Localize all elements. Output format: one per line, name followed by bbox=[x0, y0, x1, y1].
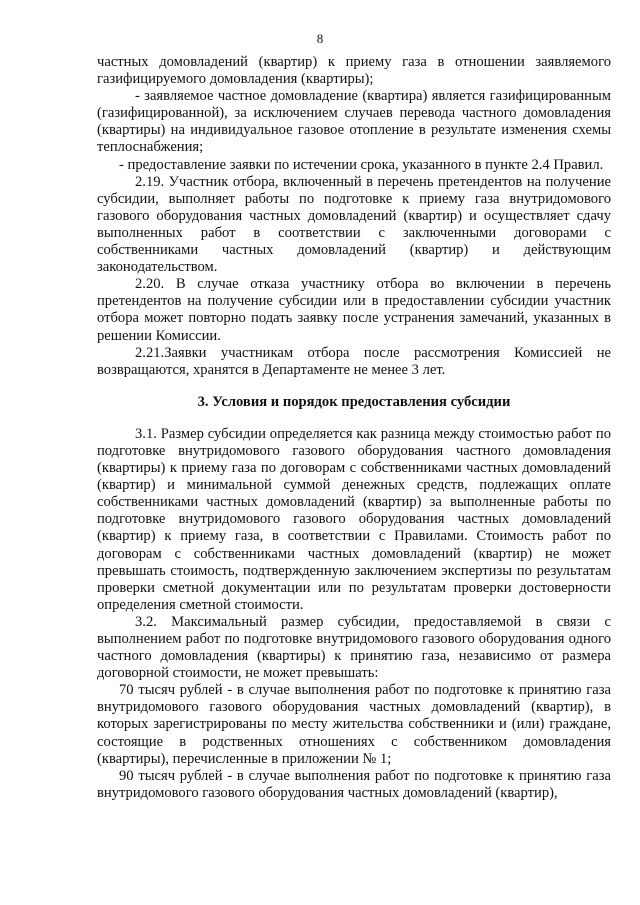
paragraph: 2.21.Заявки участникам отбора после рассмотрения Комиссией не возвращаются, хранятся в Департаменте не менее 3 лет. bbox=[97, 344, 611, 378]
paragraph: частных домовладений (квартир) к приему газа в отношении заявляемого газифицируемого домовладения (квартиры); bbox=[97, 54, 611, 88]
paragraph: 3.2. Максимальный размер субсидии, предоставляемой в связи с выполнением работ по подготовке внутридомового газового оборудования одного частного домовладения (квартиры) к принятию газа, независимо от размера договорной стоимости, не может превышать: bbox=[97, 613, 611, 682]
page-number: 8 bbox=[316, 31, 324, 46]
section-heading: 3. Условия и порядок предоставления субсидии bbox=[197, 393, 511, 410]
paragraph: - заявляемое частное домовладение (квартира) является газифицированным (газифицированной), за исключением случаев перевода частного домовладения (квартиры) на индивидуальное газовое отопление в результате изменения схемы теплоснабжения; bbox=[97, 88, 611, 156]
document-body bbox=[97, 54, 611, 802]
paragraph: 3.1. Размер субсидии определяется как разница между стоимостью работ по подготовке внутридомового газового оборудования частного домовладения (квартиры) к приему газа по договорам с собственниками частных домовладений (квартир) и минимальной суммой денежных средств, подлежащих оплате собственниками частных домовладений (квартир) за выполненные работы по подготовке внутридомового газового оборудования частных домовладений (квартир) к приему газа, в соответствии с Правилами. Стоимость работ по договорам с собственниками частных домовладений (квартир) не может превышать стоимость, подтвержденную заключением экспертизы по результатам проверки сметной документации или по результатам проверки достоверности определения сметной стоимости. bbox=[97, 425, 611, 613]
paragraph: 2.20. В случае отказа участнику отбора во включении в перечень претендентов на получение субсидии или в предоставлении субсидии участник отбора может повторно подать заявку после устранения замечаний, указанных в решении Комиссии. bbox=[97, 276, 611, 344]
paragraph: - предоставление заявки по истечении срока, указанного в пункте 2.4 Правил. bbox=[119, 156, 604, 173]
paragraph: 70 тысяч рублей - в случае выполнения работ по подготовке к принятию газа внутридомового газового оборудования частных домовладений (квартир), в которых зарегистрированы по месту жительства собственники и (или) граждане, состоящие в родственных отношениях с собственником домовладения (квартиры), перечисленные в приложении № 1; bbox=[97, 682, 611, 767]
paragraph: 90 тысяч рублей - в случае выполнения работ по подготовке к принятию газа внутридомового газового оборудования частных домовладений (квартир), bbox=[97, 767, 611, 801]
paragraph: 2.19. Участник отбора, включенный в перечень претендентов на получение субсидии, выполняет работы по подготовке к приему газа внутридомового газового оборудования частных домовладений (квартир) и осуществляет сдачу выполненных работ в соответствии с заключенными договорами с собственниками частных домовладений (квартир) и действующим законодательством. bbox=[97, 173, 611, 276]
